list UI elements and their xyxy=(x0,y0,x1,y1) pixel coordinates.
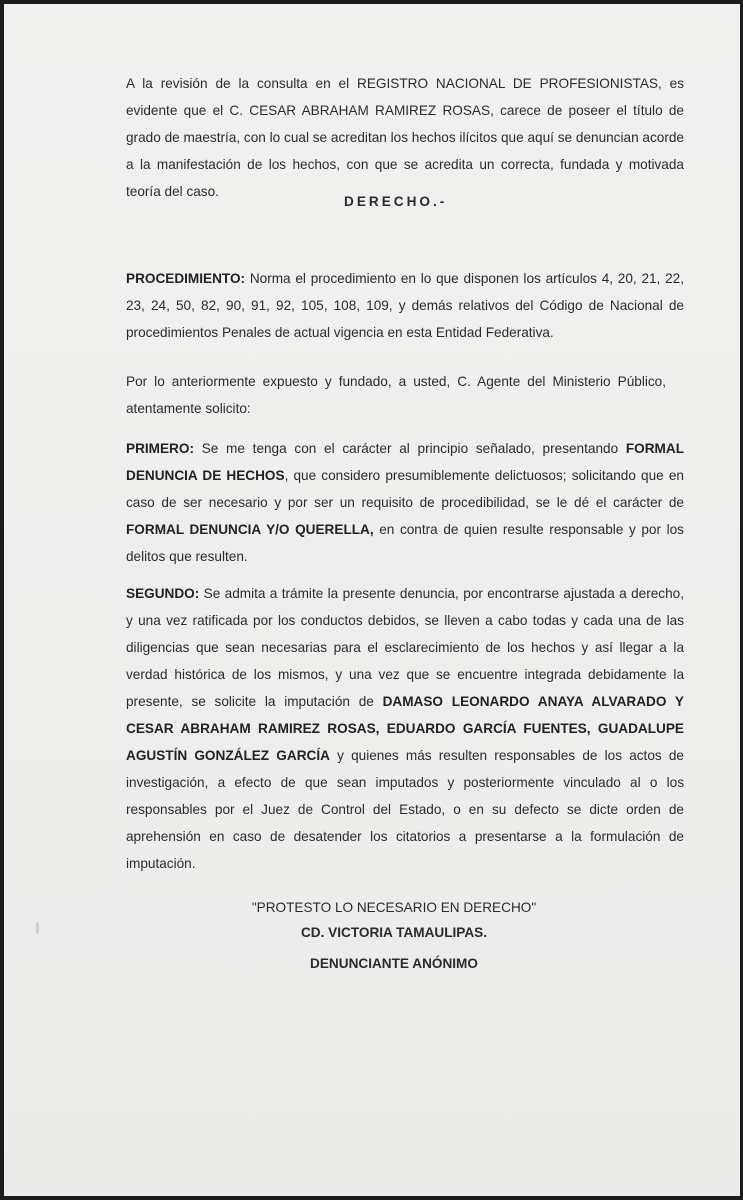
primero-text-2: , que considero presumiblemente delictuosos; solicitando que en caso de ser necesario y por ser un requisito de procedibilidad, se le dé el carácter de xyxy=(126,468,684,510)
paragraph-registro-text: A la revisión de la consulta en el REGISTRO NACIONAL DE PROFESIONISTAS, es evidente que el C. CESAR ABRAHAM RAMIREZ ROSAS, carece de poseer el título de grado de maestría, con lo cual se acreditan los hechos ilícitos que aquí se denuncian acorde a la manifestación de los hechos, con que se acredita un correcta, fundada y motivada teoría del caso. xyxy=(126,76,684,199)
paragraph-procedimiento xyxy=(126,265,684,346)
procedimiento-text: Norma el procedimiento en lo que disponen los artículos 4, 20, 21, 22, 23, 24, 50, 82, 90, 91, 92, 105, 108, 109, y demás relativos del Código de Nacional de procedimientos Penales de actual vigencia en esta Entidad Federativa. xyxy=(126,271,684,340)
segundo-bold-names: DAMASO LEONARDO ANAYA ALVARADO Y CESAR ABRAHAM RAMIREZ ROSAS, EDUARDO GARCÍA FUENTES, GUADALUPE AGUSTÍN GONZÁLEZ GARCÍA xyxy=(126,694,684,763)
segundo-text-2: y quienes más resulten responsables de los actos de investigación, a efecto de que sean imputados y posteriormente vinculado al o los responsables por el Juez de Control del Estado, o en su defecto se dicte orden de aprehensión en caso de desatender los citatorios a presentarse a la formulación de imputación. xyxy=(126,748,684,871)
paragraph-segundo xyxy=(126,580,684,877)
primero-label: PRIMERO: xyxy=(126,441,194,456)
primero-text-1: Se me tenga con el carácter al principio señalado, presentando xyxy=(193,441,626,456)
paragraph-primero xyxy=(126,435,684,570)
primero-text-3: en contra de quien resulte responsable y por los delitos que resulten. xyxy=(126,522,684,564)
closing-protesto: "PROTESTO LO NECESARIO EN DERECHO" xyxy=(251,900,537,915)
primero-bold-2: FORMAL DENUNCIA Y/O QUERELLA, xyxy=(126,522,374,537)
segundo-text-1: Se admita a trámite la presente denuncia, por encontrarse ajustada a derecho, y una vez ratificada por los conductos debidos, se lleven a cabo todas y cada una de las diligencias que sean necesarias para el esclarecimiento de los hechos y así llegar a la verdad histórica de los mismos, y una vez que se encuentre integrada debidamente la presente, se solicite la imputación de xyxy=(126,586,684,709)
solicito-text: Por lo anteriormente expuesto y fundado, a usted, C. Agente del Ministerio Público, atentamente solicito: xyxy=(126,374,666,416)
segundo-label: SEGUNDO: xyxy=(126,586,200,601)
paper-mark xyxy=(36,922,39,934)
document-page xyxy=(4,4,740,1196)
primero-bold-1: FORMAL DENUNCIA DE HECHOS xyxy=(126,441,684,483)
procedimiento-label: PROCEDIMIENTO: xyxy=(126,271,246,286)
closing-city: CD. VICTORIA TAMAULIPAS. xyxy=(300,925,488,940)
paragraph-solicito xyxy=(126,368,666,422)
section-heading-derecho: DERECHO.- xyxy=(344,194,448,209)
closing-signature: DENUNCIANTE ANÓNIMO xyxy=(310,956,478,971)
paragraph-registro xyxy=(126,70,684,205)
